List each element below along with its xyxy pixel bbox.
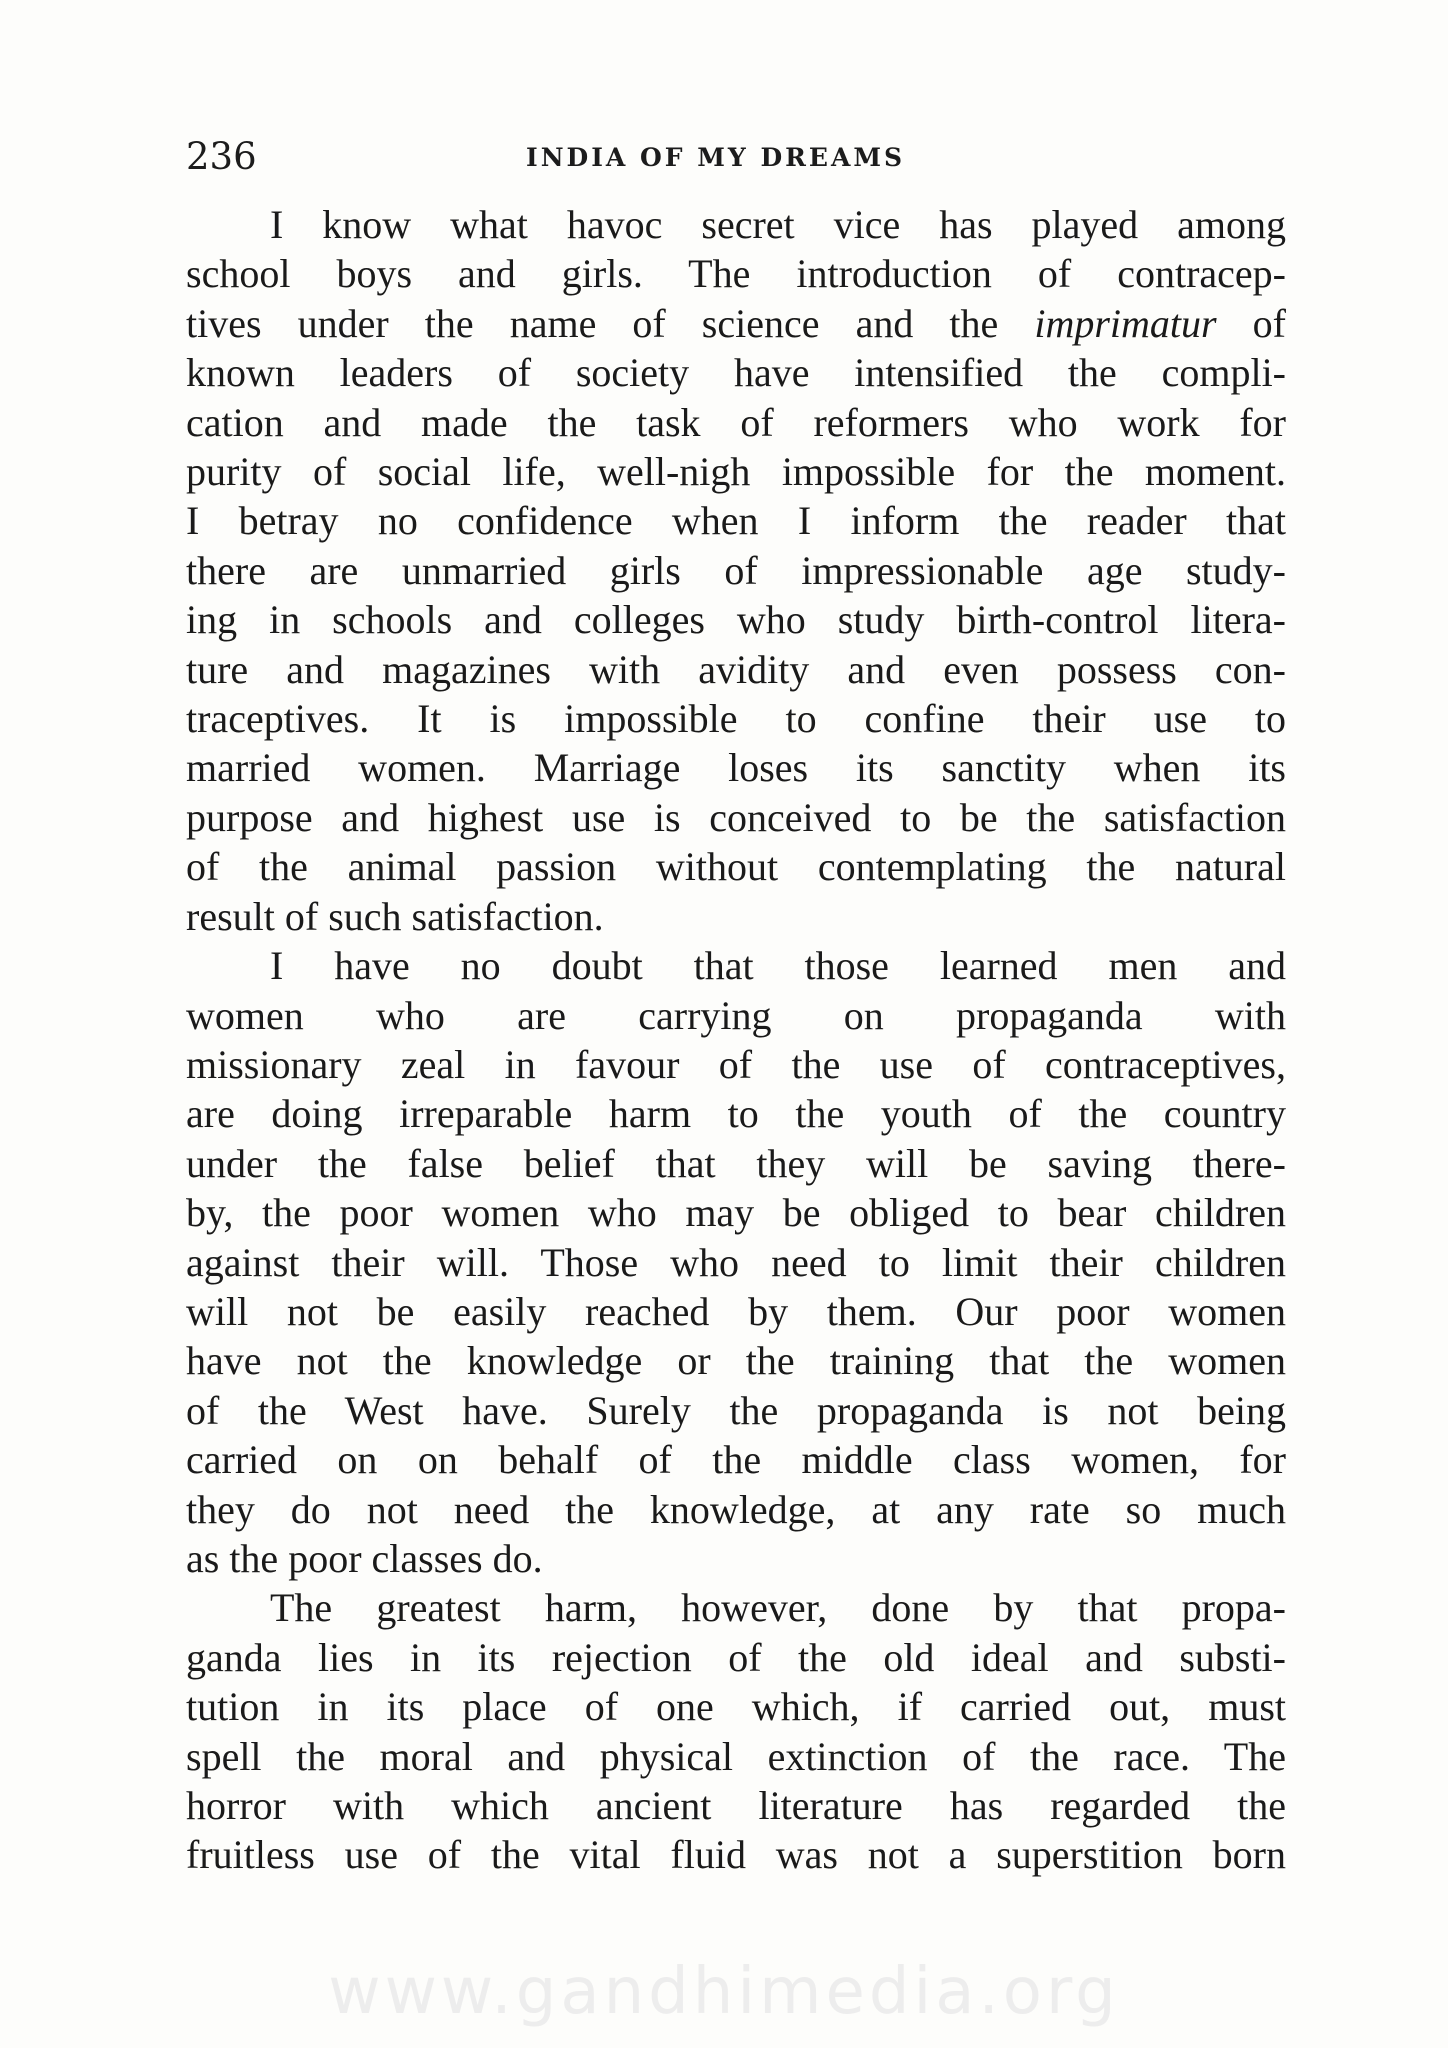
paragraph [186,1583,1286,1879]
text-line: horror with which ancient literature has regarded the [186,1783,1286,1828]
text-line: under the false belief that they will be saving there- [186,1140,1286,1186]
text-line: women who are carrying on propaganda with [186,992,1286,1038]
text-line: of the animal passion without contemplating the natural [186,844,1286,890]
text-line: they do not need the knowledge, at any rate so much [186,1486,1286,1532]
text-line: The greatest harm, however, done by that propa- [270,1585,1286,1631]
text-line: there are unmarried girls of impressionable age study- [186,547,1286,593]
text-line: tution in its place of one which, if carried out, must [186,1684,1286,1730]
paragraph [186,200,1286,941]
text-line: married women. Marriage loses its sanctity when its [186,745,1286,791]
text-line: as the poor classes do. [186,1535,543,1581]
text-line: ture and magazines with avidity and even possess con- [186,646,1286,692]
text-line: purpose and highest use is conceived to be the satisfaction [186,794,1286,840]
text-line: spell the moral and physical extinction of the race. The [186,1733,1286,1779]
text-line: known leaders of society have intensified the compli- [186,350,1286,396]
text-line: will not be easily reached by them. Our poor women [186,1288,1286,1334]
text-line: school boys and girls. The introduction of contracep- [186,251,1286,297]
page-number: 236 [186,135,257,178]
text-line: have not the knowledge or the training that the women [186,1338,1286,1384]
text-line: ing in schools and colleges who study birth-control litera- [186,597,1286,643]
text-line: missionary zeal in favour of the use of contraceptives, [186,1041,1286,1087]
text-line: cation and made the task of reformers who work for [186,399,1286,445]
text-line: carried on on behalf of the middle class women, for [186,1437,1286,1483]
body-text [186,200,1286,1880]
paragraph [186,941,1286,1583]
watermark: www.gandhimedia.org [328,1955,1120,2029]
text-line: tives under the name of science and the imprimatur of [186,300,1286,346]
text-line: I betray no confidence when I inform the reader that [186,498,1286,544]
text-line: are doing irreparable harm to the youth of the country [186,1091,1286,1137]
text-line: I have no doubt that those learned men and [270,943,1286,989]
text-line: by, the poor women who may be obliged to bear children [186,1190,1286,1236]
running-title: INDIA OF MY DREAMS [526,143,906,172]
text-line: traceptives. It is impossible to confine their use to [186,696,1286,742]
text-line: against their will. Those who need to limit their children [186,1239,1286,1285]
text-line: purity of social life, well-nigh impossible for the moment. [186,449,1286,495]
text-line: fruitless use of the vital fluid was not a superstition born [186,1832,1286,1878]
running-head [186,132,1296,182]
text-line: result of such satisfaction. [186,893,604,939]
text-line: of the West have. Surely the propaganda is not being [186,1387,1286,1433]
text-line: ganda lies in its rejection of the old ideal and substi- [186,1634,1286,1680]
text-line: I know what havoc secret vice has played among [270,202,1286,247]
